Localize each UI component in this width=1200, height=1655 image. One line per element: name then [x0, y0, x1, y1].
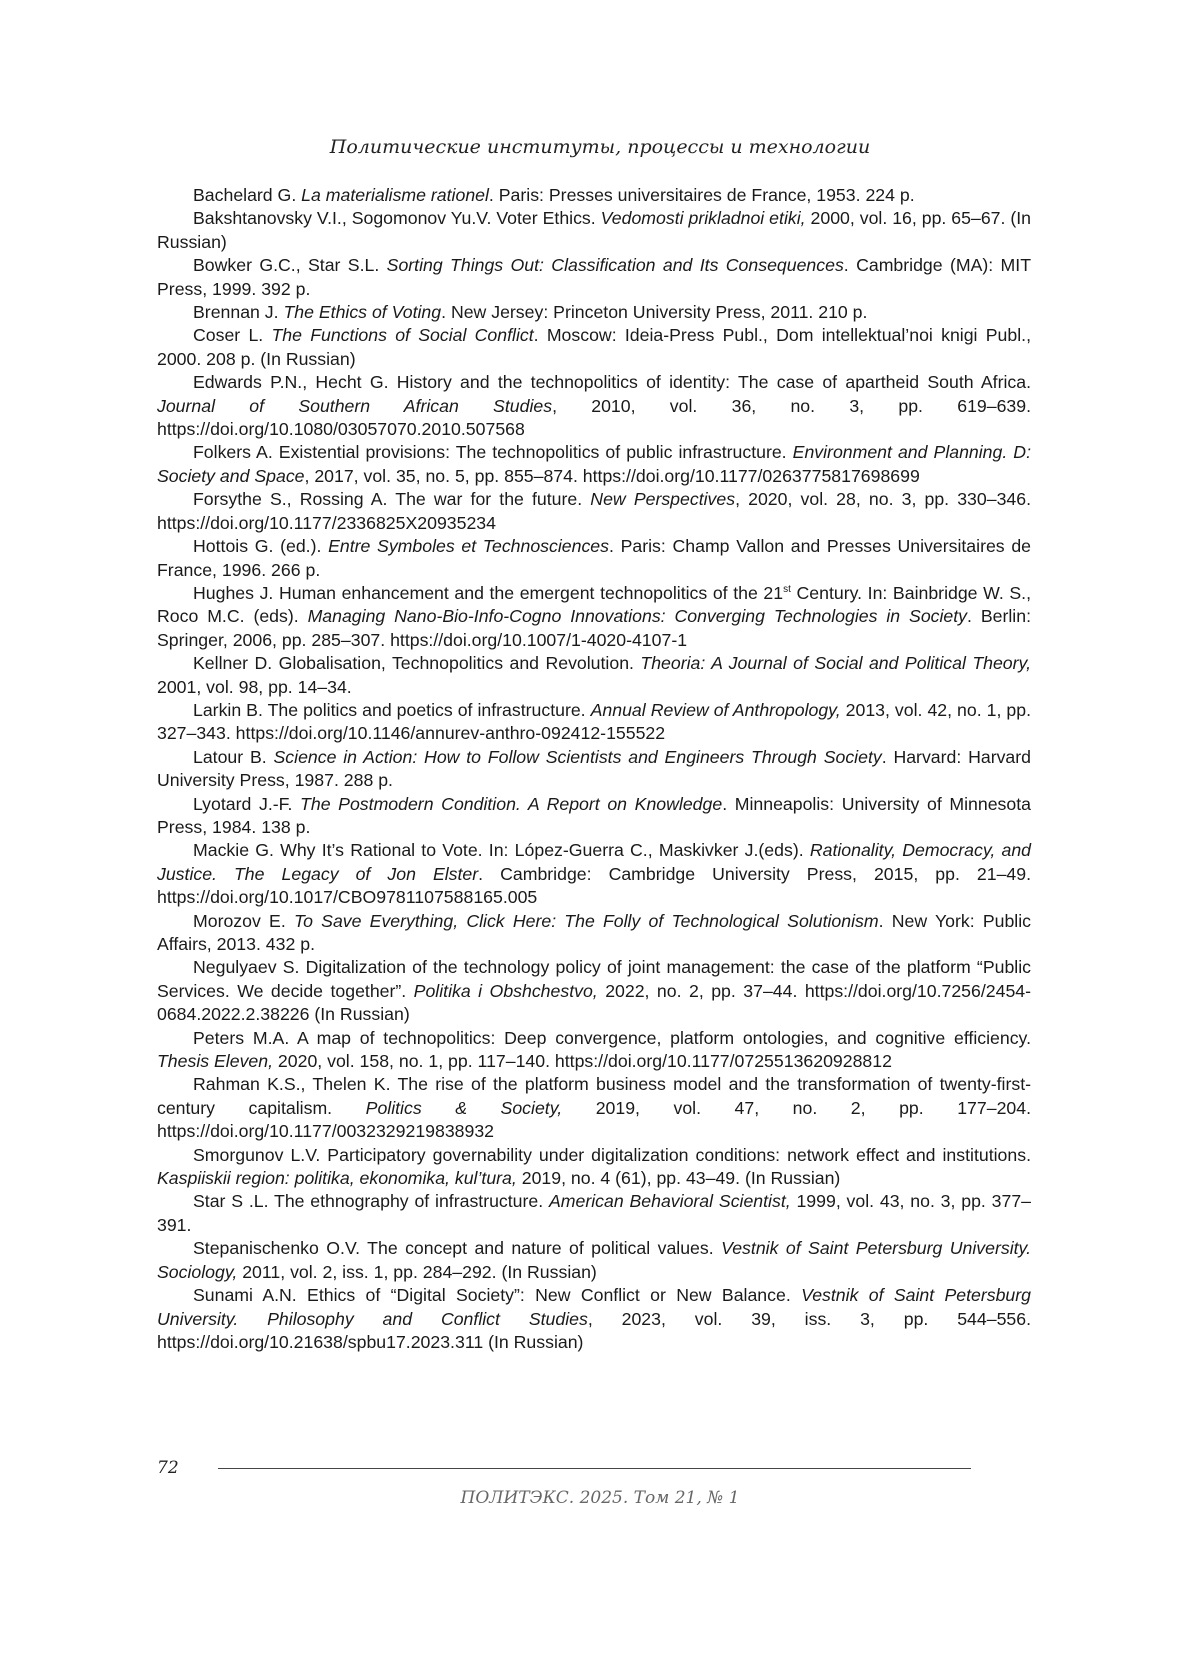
ref-text: Rahman K.S., Thelen K. The rise of the platform business model and the transformation of twenty-first-century capitalism.	[157, 1074, 1031, 1118]
reference-item	[157, 254, 1031, 301]
ref-source: Annual Review of Anthropology,	[590, 699, 841, 720]
reference-item	[157, 184, 1031, 207]
reference-item	[157, 746, 1031, 793]
footer-rule	[218, 1468, 971, 1469]
ref-details: . Moscow: Ideia-Press Publ., Dom intellektual’noi knigi Publ., 2000. 208 p. (In Russian)	[157, 325, 1031, 369]
ref-source: Environment and Planning. D: Society and Space	[157, 442, 1031, 486]
reference-item	[157, 582, 1031, 652]
ref-source: Rationality, Democracy, and Justice. The Legacy of Jon Elster	[157, 840, 1032, 884]
ref-text: Edwards P.N., Hecht G. History and the technopolitics of identity: The case of apartheid South Africa.	[193, 372, 1031, 393]
ref-source: New Perspectives	[590, 489, 736, 510]
ref-details: . Paris: Champ Vallon and Presses Universitaires de France, 1996. 266 p.	[157, 536, 1031, 580]
ref-source: Sorting Things Out: Classification and Its Consequences	[386, 255, 844, 276]
ref-details: . Paris: Presses universitaires de France, 1953. 224 p.	[488, 185, 915, 205]
ref-details: . New Jersey: Princeton University Press, 2011. 210 p.	[441, 302, 868, 323]
ref-source: Thesis Eleven,	[157, 1051, 274, 1072]
ref-text: Brennan J.	[193, 302, 284, 323]
ref-text: Lyotard J.-F.	[193, 793, 301, 814]
ref-source: Politics & Society,	[365, 1097, 563, 1118]
ref-source: Managing Nano-Bio-Info-Cogno Innovations: Converging Technologies in Society	[307, 606, 968, 627]
reference-item	[157, 1237, 1031, 1284]
ref-text: Negulyaev S. Digitalization of the technology policy of joint management: the case of the platform “Public Services. We decide together”.	[157, 957, 1031, 1001]
ref-details: . Minneapolis: University of Minnesota Press, 1984. 138 p.	[157, 793, 1031, 837]
reference-item	[157, 301, 1031, 324]
ref-details: , 2017, vol. 35, no. 5, pp. 855–874. https://doi.org/10.1177/0263775817698699	[304, 465, 920, 486]
ref-source: Science in Action: How to Follow Scientists and Engineers Through Society	[273, 746, 882, 767]
reference-item	[157, 1190, 1031, 1237]
ref-text: Latour B.	[193, 746, 274, 767]
ref-details: . Harvard: Harvard University Press, 1987. 288 p.	[157, 746, 1031, 791]
ref-text: Sunami A.N. Ethics of “Digital Society”: New Conflict or New Balance.	[193, 1285, 802, 1306]
reference-item	[157, 1073, 1031, 1143]
ref-details: 2022, no. 2, pp. 37–44. https://doi.org/10.7256/2454-0684.2022.2.38226 (In Russian)	[157, 980, 1032, 1025]
ref-text: Kellner D. Globalisation, Technopolitics and Revolution.	[193, 653, 641, 674]
ref-source: To Save Everything, Click Here: The Folly of Technological Solutionism	[293, 910, 879, 931]
ref-text: Stepanischenko O.V. The concept and nature of political values.	[193, 1238, 722, 1259]
ref-details: . Cambridge: Cambridge University Press, 2015, pp. 21–49. https://doi.org/10.1017/CBO9781107588165.005	[157, 863, 1031, 908]
ref-details: 2013, vol. 42, no. 1, pp. 327–343. https://doi.org/10.1146/annurev-anthro-092412-155522	[157, 699, 1031, 744]
ref-source: Vedomosti prikladnoi etiki,	[600, 208, 806, 229]
ref-source: Kaspiiskii region: politika, ekonomika, kul’tura,	[157, 1168, 517, 1189]
journal-footer: ПОЛИТЭКС. 2025. Том 21, № 1	[460, 1488, 740, 1508]
ref-text: Star S .L. The ethnography of infrastructure.	[193, 1191, 549, 1212]
ref-details: , 2010, vol. 36, no. 3, pp. 619–639. https://doi.org/10.1080/03057070.2010.507568	[157, 395, 1032, 440]
reference-item	[157, 535, 1031, 582]
ref-details: 2020, vol. 158, no. 1, pp. 117–140. https://doi.org/10.1177/0725513620928812	[273, 1051, 892, 1072]
ref-superscript: st	[783, 584, 791, 596]
ref-text: Morozov E.	[193, 910, 294, 931]
reference-item	[157, 1027, 1031, 1074]
ref-source: Theoria: A Journal of Social and Political Theory,	[640, 653, 1031, 674]
ref-details: 2000, vol. 16, pp. 65–67. (In Russian)	[157, 208, 1032, 252]
reference-item	[157, 488, 1031, 535]
ref-source: Politika i Obshchestvo,	[413, 980, 598, 1001]
ref-text: Hottois G. (ed.).	[193, 536, 329, 557]
reference-item	[157, 839, 1031, 909]
ref-source: The Postmodern Condition. A Report on Knowledge	[300, 793, 723, 814]
ref-text: Folkers A. Existential provisions: The technopolitics of public infrastructure.	[193, 442, 793, 463]
reference-item	[157, 699, 1031, 746]
reference-item	[157, 371, 1031, 441]
ref-text: Forsythe S., Rossing A. The war for the future.	[193, 489, 591, 510]
ref-text: Larkin B. The politics and poetics of infrastructure.	[193, 699, 591, 720]
ref-text: Bakshtanovsky V.I., Sogomonov Yu.V. Voter Ethics.	[193, 208, 601, 229]
running-head: Политические институты, процессы и технологии	[329, 136, 871, 158]
ref-text: Coser L.	[193, 325, 272, 346]
ref-text: Hughes J. Human enhancement and the emergent technopolitics of the 21	[193, 582, 784, 603]
ref-text: Smorgunov L.V. Participatory governability under digitalization conditions: network effect and institutions.	[193, 1144, 1031, 1165]
reference-item	[157, 441, 1031, 488]
reference-item	[157, 910, 1031, 957]
ref-details: . New York: Public Affairs, 2013. 432 p.	[157, 910, 1031, 954]
reference-item	[157, 793, 1031, 840]
ref-source: The Functions of Social Conflict	[271, 325, 534, 346]
reference-item	[157, 1284, 1031, 1354]
reference-item	[157, 324, 1031, 371]
ref-source: Entre Symboles et Technosciences	[328, 536, 609, 557]
ref-text: Bowker G.C., Star S.L.	[193, 255, 387, 276]
ref-details: 2019, no. 4 (61), pp. 43–49. (In Russian)	[516, 1168, 841, 1189]
ref-details: . Berlin: Springer, 2006, pp. 285–307. https://doi.org/10.1007/1-4020-4107-1	[157, 606, 1031, 650]
ref-details: 2019, vol. 47, no. 2, pp. 177–204. https://doi.org/10.1177/0032329219838932	[157, 1097, 1031, 1142]
ref-source: American Behavioral Scientist,	[548, 1191, 791, 1212]
ref-text: Mackie G. Why It’s Rational to Vote. In: López-Guerra C., Maskivker J.(eds).	[193, 840, 810, 861]
ref-source: Vestnik of Saint Petersburg University. Sociology,	[157, 1238, 1031, 1282]
ref-source: Journal of Southern African Studies	[157, 395, 553, 416]
reference-item	[157, 956, 1031, 1026]
ref-source: The Ethics of Voting	[283, 302, 442, 323]
reference-list	[157, 184, 1031, 1354]
ref-text: Peters M.A. A map of technopolitics: Deep convergence, platform ontologies, and cognitive efficiency.	[193, 1027, 1031, 1048]
ref-source: La materialisme rationel	[301, 185, 489, 205]
ref-source: Vestnik of Saint Petersburg University. Philosophy and Conflict Studies	[157, 1285, 1031, 1329]
ref-details: , 2023, vol. 39, iss. 3, pp. 544–556. https://doi.org/10.21638/spbu17.2023.311 (In Russian)	[157, 1308, 1031, 1352]
reference-item	[157, 652, 1031, 699]
ref-details: , 2020, vol. 28, no. 3, pp. 330–346. https://doi.org/10.1177/2336825X20935234	[157, 489, 1031, 533]
ref-text-cont: Century. In: Bainbridge W. S., Roco M.C. (eds).	[157, 582, 1031, 627]
page-number: 72	[157, 1458, 179, 1478]
reference-item	[157, 1144, 1031, 1191]
ref-details: 2011, vol. 2, iss. 1, pp. 284–292. (In Russian)	[237, 1261, 597, 1282]
ref-details: 2001, vol. 98, pp. 14–34.	[157, 676, 352, 697]
reference-item	[157, 207, 1031, 254]
ref-details: . Cambridge (MA): MIT Press, 1999. 392 p.	[157, 255, 1032, 299]
ref-text: Bachelard G.	[193, 185, 302, 205]
ref-details: 1999, vol. 43, no. 3, pp. 377–391.	[157, 1191, 1031, 1235]
